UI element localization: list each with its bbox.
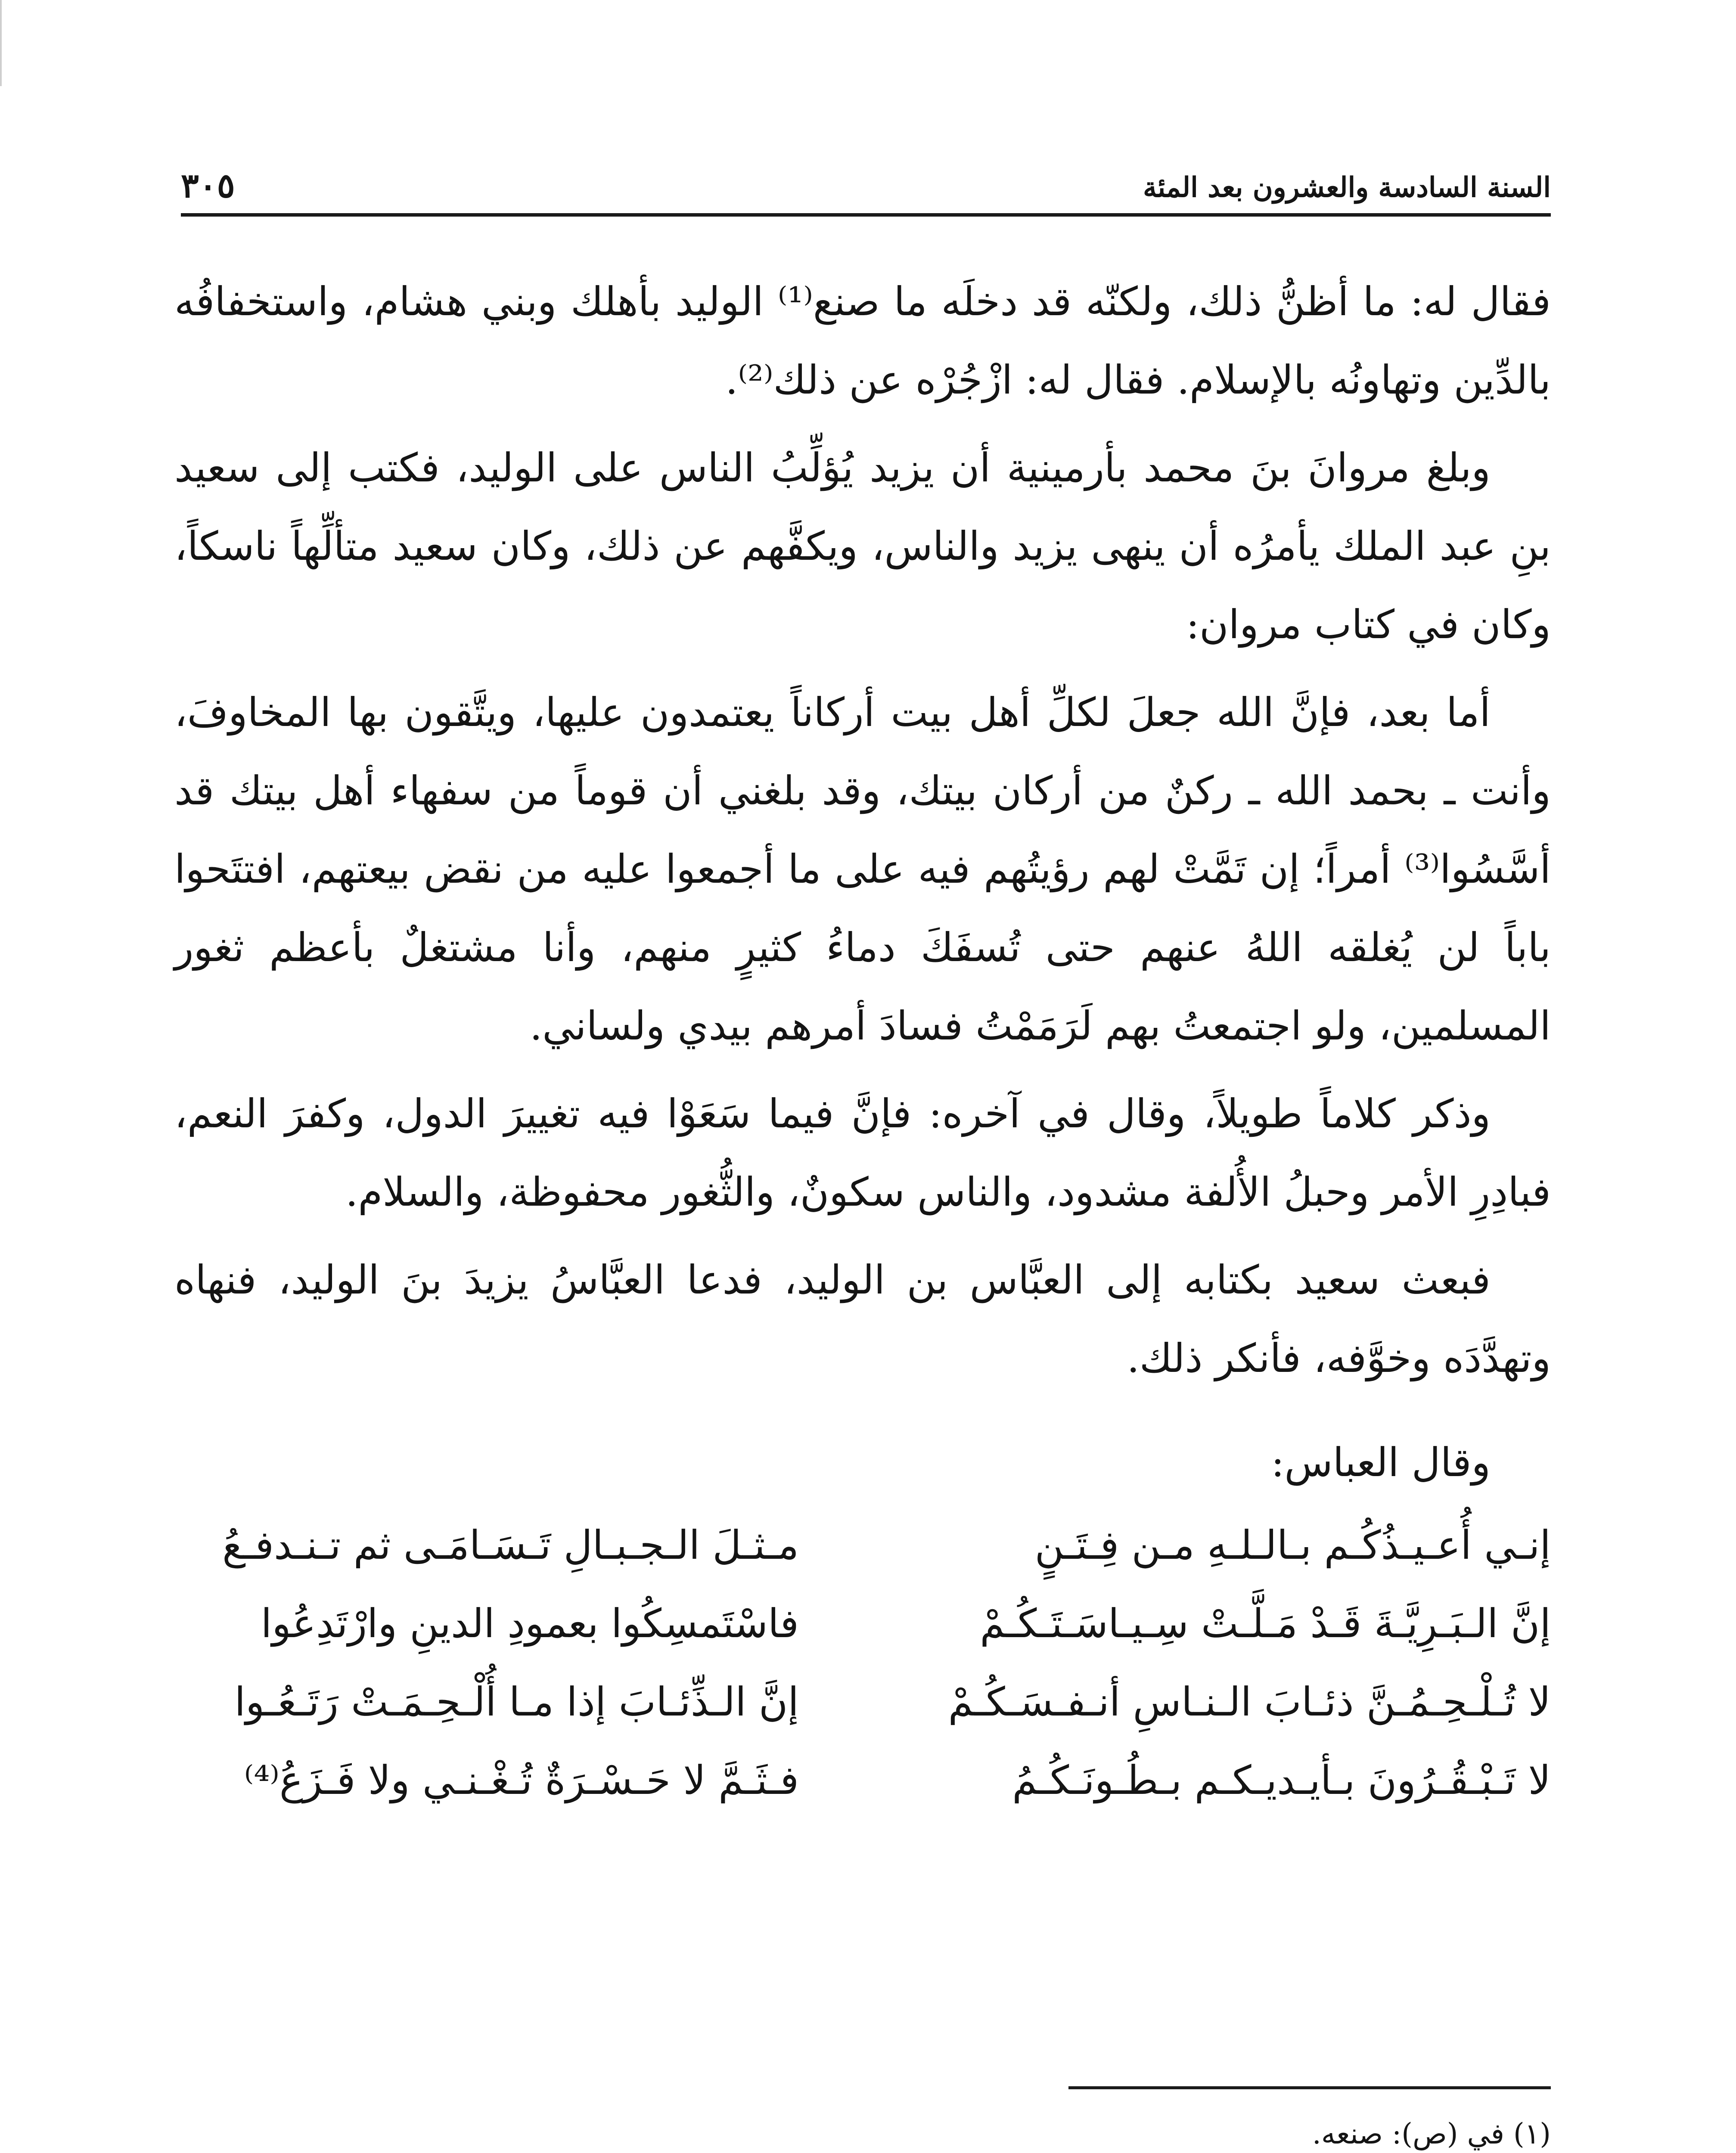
- verse-first-hemistich: لا تُـلْـحِـمُـنَّ ذئـابَ الـنـاسِ أنـفـسَـكُـمْ: [948, 1679, 1551, 1725]
- footnote-divider: [1068, 2086, 1551, 2089]
- verse-first-hemistich: لا تَـبْـقُـرُونَ بـأيـديـكـم بـطُـونَـكُـمُ: [1012, 1757, 1551, 1803]
- poem-intro: وقال العباس:: [1271, 1439, 1491, 1486]
- footnote-1: (١) في (ص): صنعه.: [1312, 2117, 1551, 2150]
- verse-first-hemistich: إنَّ الـبَـرِيَّـةَ قَـدْ مَـلَّـتْ سِـيـاسَـتَـكُـمْ: [980, 1601, 1551, 1647]
- paragraph-5: فبعث سعيد بكتابه إلى العبَّاس بن الوليد، فدعا العبَّاسُ يزيدَ بنَ الوليد، فنهاه وتهدَّدَه وخوَّفه، فأنكر ذلك.: [174, 1257, 1551, 1381]
- footnotes: [164, 2110, 1551, 2153]
- paragraph-2: وبلغ مروانَ بنَ محمد بأرمينية أن يزيد يُؤلِّبُ الناس على الوليد، فكتب إلى سعيد بنِ عبد الملك يأمرُه أن ينهى يزيد والناس، ويكفَّهم عن ذلك، وكان سعيد متألِّهاً ناسكاً، وكان في كتاب مروان:: [174, 445, 1551, 648]
- verse-first-hemistich: إنـي أُعـيـذُكُـم بـالـلـهِ مـن فِـتَـنٍ: [1034, 1522, 1551, 1568]
- verse: [174, 1585, 1551, 1663]
- scan-edge-mark: [0, 0, 2, 86]
- paragraph-3: أما بعد، فإنَّ الله جعلَ لكلِّ أهل بيت أركاناً يعتمدون عليها، ويتَّقون بها المخاوفَ، وأنت ـ بحمد الله ـ ركنٌ من أركان بيتك، وقد بلغني أن قوماً من سفهاء أهل بيتك قد أسَّسُوا⁽³⁾ أمراً؛ إن تَمَّتْ لهم رؤيتُهم فيه على ما أجمعوا عليه من نقض بيعتهم، افتتَحوا باباً لن يُغلقه اللهُ عنهم حتى تُسفَكَ دماءُ كثيرٍ منهم، وأنا مشتغلٌ بأعظم ثغور المسلمين، ولو اجتمعتُ بهم لَرَمَمْتُ فسادَ أمرهم بيدي ولساني.: [174, 689, 1551, 1049]
- page-number: ٣٠٥: [181, 166, 235, 205]
- verse-second-hemistich: إنَّ الـذِّئـابَ إذا مـا أُلْـحِـمَـتْ رَتَـعُـوا: [234, 1679, 799, 1725]
- verse: [174, 1506, 1551, 1585]
- paragraph-4: وذكر كلاماً طويلاً، وقال في آخره: فإنَّ فيما سَعَوْا فيه تغييرَ الدول، وكفرَ النعم، فبادِرِ الأمر وحبلُ الأُلفة مشدود، والناس سكونٌ، والثُّغور محفوظة، والسلام.: [174, 1091, 1551, 1215]
- page-header: [181, 149, 1551, 217]
- verse: [174, 1741, 1551, 1820]
- main-text: [174, 263, 1551, 1820]
- verse-second-hemistich: فـثَـمَّ لا حَـسْـرَةٌ تُـغْـنـي ولا فَـزَعُ⁽⁴⁾: [244, 1757, 799, 1803]
- poem: [174, 1506, 1551, 1820]
- paragraph-1: فقال له: ما أظنُّ ذلك، ولكنّه قد دخلَه ما صنع⁽¹⁾ الوليد بأهلك وبني هشام، واستخفافُه بالدِّين وتهاونُه بالإسلام. فقال له: ازْجُرْه عن ذلك⁽²⁾.: [174, 279, 1551, 403]
- verse-second-hemistich: فاسْتَمسِكُوا بعمودِ الدينِ وارْتَدِعُوا: [261, 1601, 799, 1647]
- verse: [174, 1663, 1551, 1741]
- running-title: السنة السادسة والعشرون بعد المئة: [1143, 171, 1551, 204]
- verse-second-hemistich: مـثـلَ الـجـبـالِ تَـسَـامَـى ثم تـنـدفـعُ: [222, 1522, 799, 1568]
